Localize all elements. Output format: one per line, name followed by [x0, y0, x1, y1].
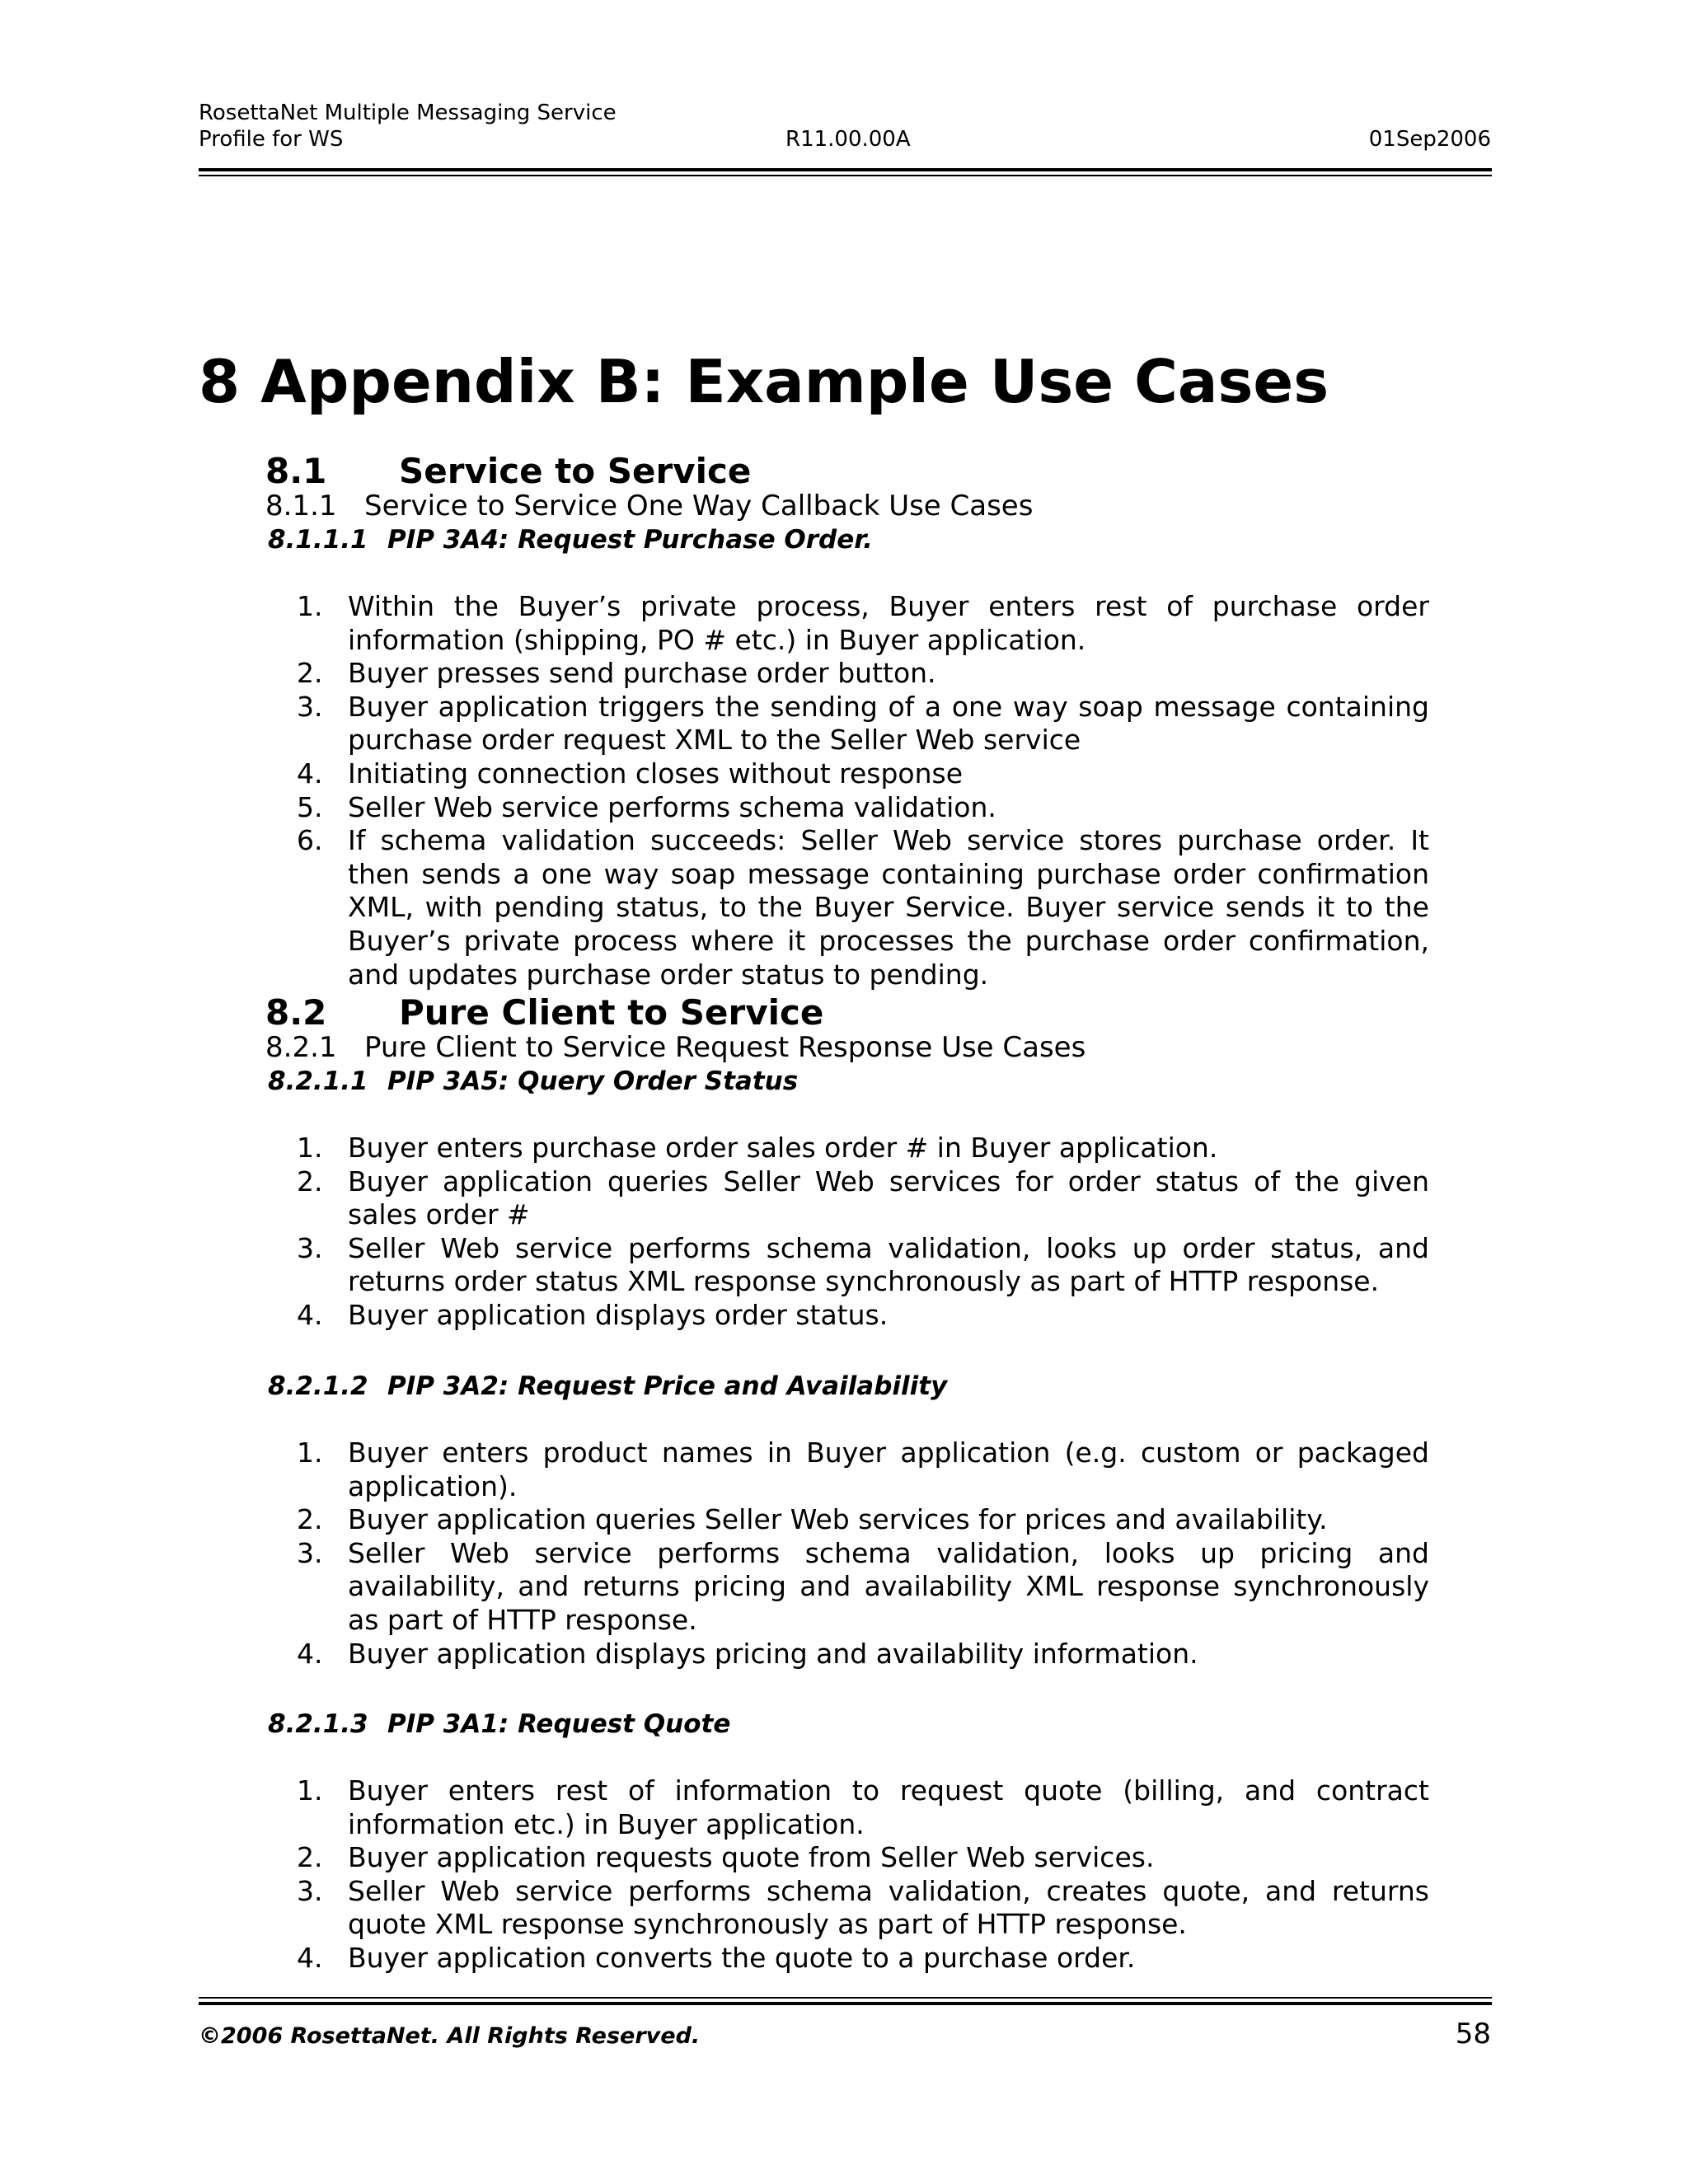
- pip-number: 8.1.1.1: [268, 525, 368, 555]
- list-item: 1. Buyer enters product names in Buyer application (e.g. custom or packaged application).: [297, 1436, 1429, 1502]
- list-item: 2. Buyer presses send purchase order button.: [297, 657, 936, 690]
- subsection-heading-8-2-1: [265, 1030, 1085, 1065]
- list-item: 4. Initiating connection closes without response: [297, 757, 964, 790]
- list-item: 5. Seller Web service performs schema validation.: [297, 790, 996, 823]
- pip-heading-8-1-1-1: [268, 523, 873, 556]
- list-item: 4. Buyer application converts the quote to a purchase order.: [297, 1941, 1136, 1974]
- header-date: 01Sep2006: [1368, 127, 1491, 152]
- list-item: 1. Within the Buyer’s private process, Buyer enters rest of purchase order information (shipping, PO # etc.) in Buyer application.: [297, 590, 1429, 656]
- header-title-line2: Profile for WS: [199, 127, 344, 152]
- steps-list-3a2: [290, 1436, 1429, 1671]
- steps-list-3a1: [290, 1774, 1429, 1975]
- list-item: 3. Seller Web service performs schema validation, looks up pricing and availability, and returns pricing and availability XML response synchronously as part of HTTP response.: [297, 1536, 1429, 1636]
- pip-heading-8-2-1-3: [268, 1708, 730, 1741]
- pip-title: PIP 3A4: Request Purchase Order.: [387, 525, 873, 555]
- subsection-title: Service to Service One Way Callback Use Cases: [364, 490, 1034, 523]
- header-title-line1: RosettaNet Multiple Messaging Service: [199, 101, 617, 125]
- list-item: 2. Buyer application queries Seller Web services for order status of the given sales order #: [297, 1165, 1429, 1231]
- subsection-title: Pure Client to Service Request Response Use Cases: [364, 1031, 1086, 1064]
- section-heading-8-2: [265, 991, 823, 1034]
- list-item: 4. Buyer application displays order status.: [297, 1298, 889, 1331]
- pip-number: 8.2.1.3: [268, 1709, 368, 1739]
- list-item: 2. Buyer application queries Seller Web services for prices and availability.: [297, 1503, 1328, 1536]
- pip-heading-8-2-1-1: [268, 1065, 798, 1098]
- subsection-number: 8.1.1: [265, 490, 337, 523]
- steps-list-3a4: [290, 590, 1429, 991]
- list-item: 1. Buyer enters purchase order sales order # in Buyer application.: [297, 1132, 1218, 1164]
- list-item: 6. If schema validation succeeds: Seller Web service stores purchase order. It then sends a one way soap message containing purchase order confirmation XML, with pending status, to the Buyer Service. Buyer service sends it to the Buyer’s private process where it processes the purchase order confirmation, and updates purchase order status to pending.: [297, 824, 1429, 991]
- pip-title: PIP 3A1: Request Quote: [387, 1709, 731, 1739]
- subsection-heading-8-1-1: [265, 489, 1033, 523]
- footer-rule-thin: [199, 1997, 1492, 1999]
- header-rule-thick: [199, 168, 1492, 171]
- footer-copyright: ©2006 RosettaNet. All Rights Reserved.: [199, 2023, 701, 2049]
- chapter-title: 8 Appendix B: Example Use Cases: [199, 347, 1329, 416]
- steps-list-3a5: [290, 1132, 1429, 1333]
- section-title: Pure Client to Service: [399, 992, 824, 1033]
- page-number: 58: [1455, 2018, 1491, 2050]
- section-number: 8.1: [265, 451, 327, 491]
- header-version: R11.00.00A: [785, 127, 911, 152]
- list-item: 3. Seller Web service performs schema validation, creates quote, and returns quote XML response synchronously as part of HTTP response.: [297, 1874, 1429, 1941]
- pip-title: PIP 3A2: Request Price and Availability: [387, 1371, 948, 1401]
- list-item: 1. Buyer enters rest of information to request quote (billing, and contract information etc.) in Buyer application.: [297, 1774, 1429, 1840]
- header-rule-thin: [199, 175, 1492, 176]
- subsection-number: 8.2.1: [265, 1031, 337, 1064]
- list-item: 2. Buyer application requests quote from Seller Web services.: [297, 1841, 1155, 1874]
- pip-number: 8.2.1.1: [268, 1066, 368, 1096]
- list-item: 3. Buyer application triggers the sending of a one way soap message containing purchase order request XML to the Seller Web service: [297, 690, 1429, 757]
- section-title: Service to Service: [399, 451, 752, 491]
- footer-rule-thick: [199, 2002, 1492, 2005]
- pip-number: 8.2.1.2: [268, 1371, 368, 1401]
- section-number: 8.2: [265, 992, 327, 1033]
- pip-heading-8-2-1-2: [268, 1370, 947, 1403]
- section-heading-8-1: [265, 450, 751, 493]
- list-item: 3. Seller Web service performs schema validation, looks up order status, and returns order status XML response synchronously as part of HTTP response.: [297, 1231, 1429, 1298]
- list-item: 4. Buyer application displays pricing and availability information.: [297, 1637, 1198, 1670]
- pip-title: PIP 3A5: Query Order Status: [387, 1066, 799, 1096]
